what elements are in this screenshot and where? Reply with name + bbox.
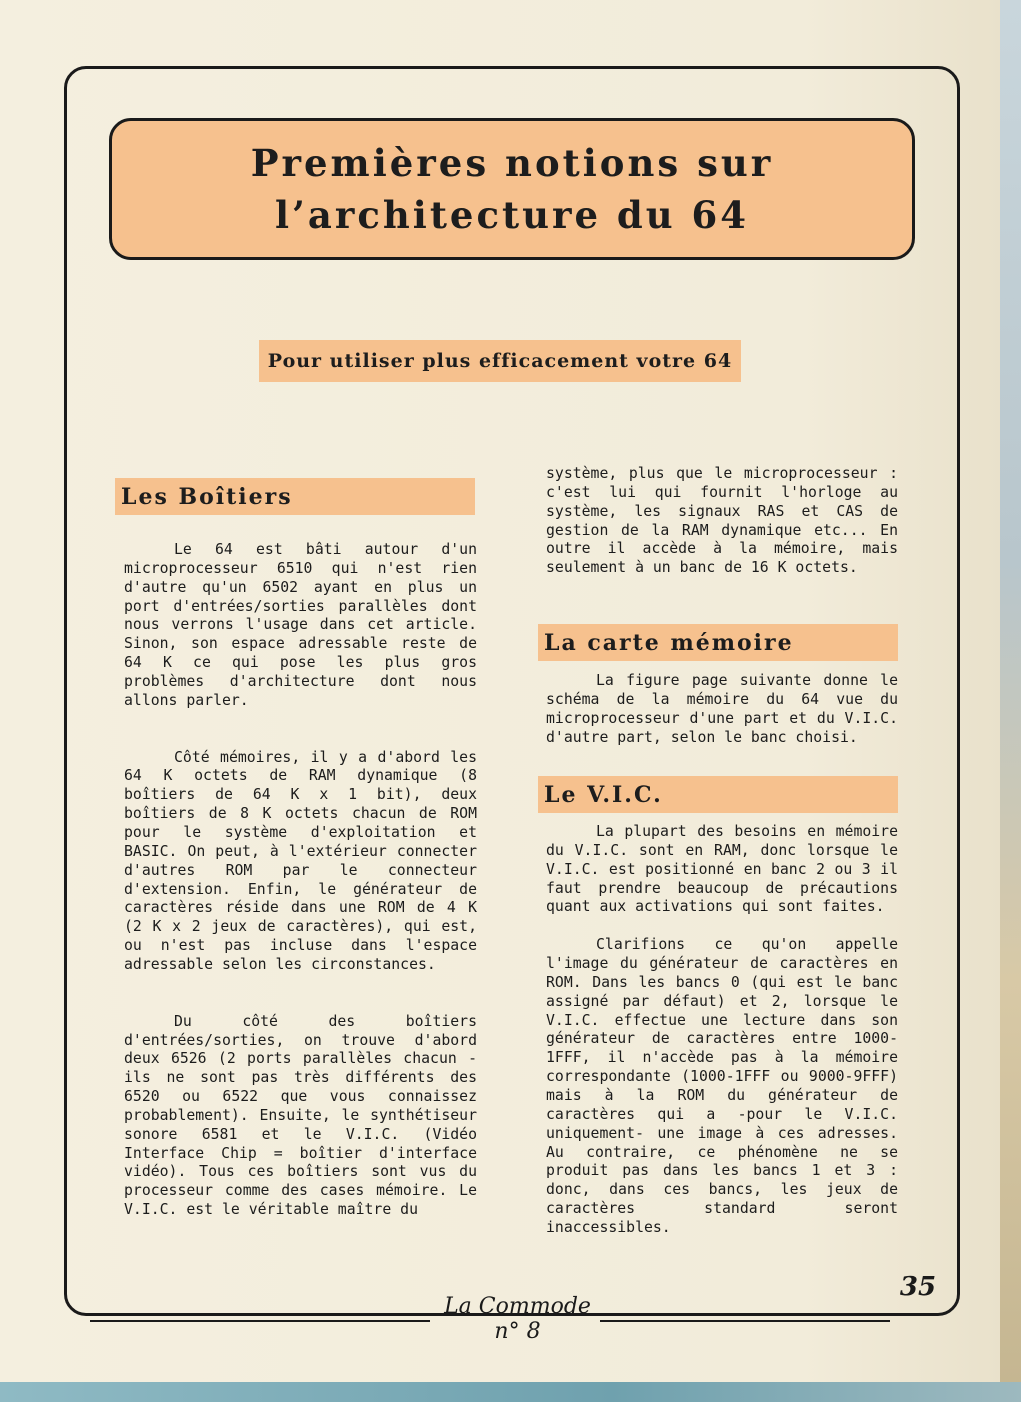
left-column [124, 541, 477, 1220]
subtitle: Pour utiliser plus efficacement votre 64 [259, 340, 741, 382]
right-column-vic [546, 823, 898, 1238]
section-heading-boitiers: Les Boîtiers [115, 478, 475, 515]
section-heading-vic: Le V.I.C. [538, 776, 898, 813]
footer-rule-right [600, 1320, 890, 1322]
magazine-name: La Commode n° 8 [444, 1294, 591, 1344]
adjacent-page-edge [1000, 0, 1021, 1402]
paragraph: Côté mémoires, il y a d'abord les 64 K octets de RAM dynamique (8 boîtiers de 64 K x 1 bit), deux boîtiers de 8 K octets chacun de ROM pour le système d'exploitation et BASIC. On peut, à l'extérieur connecter d'autres ROM par le connecteur d'extension. Enfin, le générateur de caractères réside dans une ROM de 4 K (2 K x 2 jeux de caractères), qui est, ou n'est pas incluse dans l'espace adressable selon les circonstances. [124, 748, 477, 973]
right-column-carte [546, 672, 898, 747]
right-column-top [546, 465, 898, 578]
section-heading-carte-memoire: La carte mémoire [538, 624, 898, 661]
paragraph: Clarifions ce qu'on appelle l'image du générateur de caractères en ROM. Dans les bancs 0 (qui est le banc assigné par défaut) et 2, lorsque le V.I.C. effectue une lecture dans son générateur de caractères entre 1000-1FFF, il n'accède pas à la mémoire correspondante (1000-1FFF ou 9000-9FFF) mais à la ROM du générateur de caractères qui a -pour le V.I.C. uniquement- une image à ces adresses. Au contraire, ce phénomène ne se produit pas dans les bancs 1 et 3 : donc, dans ces bancs, les jeux de caractères standard seront inaccessibles. [546, 936, 898, 1236]
title-banner [109, 118, 915, 260]
paragraph: La figure page suivante donne le schéma de la mémoire du 64 vue du microprocesseur d'une part et du V.I.C. d'autre part, selon le banc choisi. [546, 672, 898, 746]
page-number: 35 [899, 1272, 937, 1302]
title-line-2: l’architecture du 64 [274, 193, 750, 237]
title-line-1: Premières notions sur [250, 141, 774, 185]
paragraph: système, plus que le microprocesseur : c'est lui qui fournit l'horloge au système, les signaux RAS et CAS de gestion de la RAM dynamique etc... En outre il accède à la mémoire, mais seulement à un banc de 16 K octets. [546, 465, 898, 577]
paragraph: Du côté des boîtiers d'entrées/sorties, on trouve d'abord deux 6526 (2 ports parallèles chacun - ils ne sont pas très différents des 6520 ou 6522 que vous connaissez probablement). Ensuite, le synthétiseur sonore 6581 et le V.I.C. (Vidéo Interface Chip = boîtier d'interface vidéo). Tous ces boîtiers sont vus du processeur comme des cases mémoire. Le V.I.C. est le véritable maître du [124, 1012, 477, 1219]
paragraph: Le 64 est bâti autour d'un microprocesseur 6510 qui n'est rien d'autre qu'un 6502 ayant en plus un port d'entrées/sorties parallèles dont nous verrons l'usage dans cet article. Sinon, son espace adressable reste de 64 K ce qui pose les plus gros problèmes d'architecture dont nous allons parler. [124, 541, 477, 709]
paragraph: La plupart des besoins en mémoire du V.I.C. sont en RAM, donc lorsque le V.I.C. est positionné en banc 2 ou 3 il faut prendre beaucoup de précautions quant aux activations qui sont faites. [546, 823, 898, 916]
bottom-edge [0, 1382, 1021, 1402]
footer-rule-left [90, 1320, 430, 1322]
